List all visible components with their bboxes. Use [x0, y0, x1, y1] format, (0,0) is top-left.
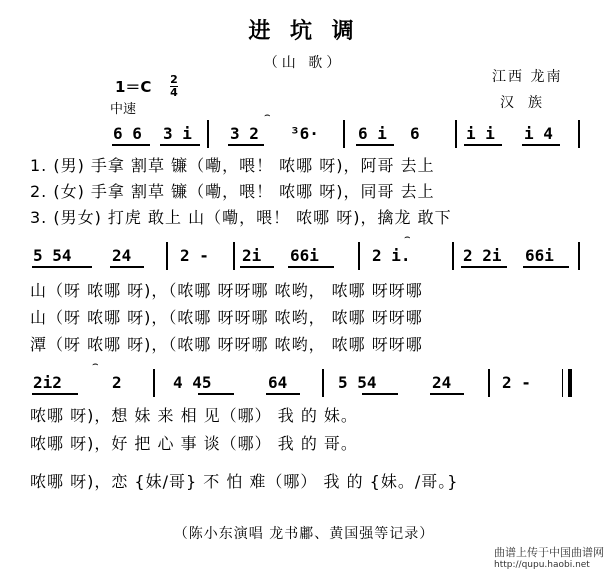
barline	[562, 369, 563, 397]
page-title: 进 坑 调	[248, 19, 360, 44]
beam	[523, 266, 569, 268]
notation-row	[0, 232, 608, 274]
note-group: 24	[432, 373, 452, 392]
barline	[343, 120, 345, 148]
lyric-line: 1. (男) 手拿 割草 镰（嘞，喂！ 哝哪 呀)，阿哥 去上	[30, 156, 435, 175]
ethnic-label: 汉族	[500, 95, 556, 111]
beam	[266, 393, 300, 395]
origin-label: 江西 龙南	[492, 69, 563, 85]
note-group: ³6·	[290, 124, 319, 143]
note-group: 3 i	[163, 124, 192, 143]
beam	[198, 393, 234, 395]
barline	[488, 369, 490, 397]
note-group: 66i	[525, 246, 554, 265]
fermata-icon: ⌢	[264, 110, 271, 121]
lyric-line: 哝哪 呀)，好 把 心 事 谈（哪） 我 的 哥。	[30, 434, 358, 453]
time-signature-top: 2	[170, 73, 178, 86]
note-group: 2 -	[502, 373, 531, 392]
barline	[578, 120, 580, 148]
final-barline	[568, 369, 572, 397]
note-group: 24	[112, 246, 132, 265]
barline	[578, 242, 580, 270]
note-group: 66i	[290, 246, 319, 265]
time-signature-bottom: 4	[170, 86, 178, 99]
beam	[288, 266, 334, 268]
beam	[362, 393, 398, 395]
barline	[322, 369, 324, 397]
note-group: 3 2	[230, 124, 259, 143]
note-group: 2 i.	[372, 246, 411, 265]
barline	[166, 242, 168, 270]
note-group: 6 i	[358, 124, 387, 143]
lyric-line: 潭（呀 哝哪 呀)，（哝哪 呀呀哪 哝哟， 哝哪 呀呀哪	[30, 335, 423, 354]
beam	[461, 266, 507, 268]
watermark-cn: 曲谱上传于中国曲谱网	[494, 546, 604, 559]
lyric-line: 2. (女) 手拿 割草 镰（嘞，喂！ 哝哪 呀)，同哥 去上	[30, 182, 435, 201]
beam	[112, 144, 150, 146]
beam	[32, 266, 92, 268]
beam	[522, 144, 560, 146]
note-group: 6	[410, 124, 420, 143]
lyric-line: 山（呀 哝哪 呀)，（哝哪 呀呀哪 哝哟， 哝哪 呀呀哪	[30, 281, 423, 300]
barline	[207, 120, 209, 148]
note-group: 6 6	[113, 124, 142, 143]
fermata-icon: ⌢	[404, 232, 411, 243]
key-signature: 1＝C	[115, 78, 152, 96]
note-group: 4 45	[173, 373, 212, 392]
credit-line: （陈小东演唱 龙书鄘、黄国强等记录）	[173, 526, 435, 542]
beam	[240, 266, 274, 268]
beam	[160, 144, 200, 146]
note-group: i i	[466, 124, 495, 143]
beam	[32, 393, 78, 395]
fermata-icon: ⌢	[92, 359, 99, 370]
notation-row	[0, 359, 608, 401]
lyric-line: 3. (男女) 打虎 敢上 山（嘞，喂！ 哝哪 呀)，擒龙 敢下	[30, 208, 452, 227]
barline	[153, 369, 155, 397]
note-group: 2 2i	[463, 246, 502, 265]
note-group: 5 54	[33, 246, 72, 265]
beam	[110, 266, 144, 268]
notation-row	[0, 110, 608, 152]
beam	[228, 144, 264, 146]
note-group: 2 -	[180, 246, 209, 265]
note-group: 2i2	[33, 373, 62, 392]
note-group: 2i	[242, 246, 262, 265]
watermark	[494, 544, 604, 570]
subtitle: （山 歌）	[263, 55, 345, 71]
beam	[464, 144, 502, 146]
note-group: 5 54	[338, 373, 377, 392]
note-group: i 4	[524, 124, 553, 143]
tempo-marking: 中速	[110, 102, 137, 117]
lyric-line: 哝哪 呀)，想 妹 来 相 见（哪） 我 的 妹。	[30, 406, 358, 425]
note-group: 2	[112, 373, 122, 392]
barline	[358, 242, 360, 270]
beam	[356, 144, 394, 146]
barline	[233, 242, 235, 270]
barline	[452, 242, 454, 270]
note-group: 64	[268, 373, 288, 392]
beam	[430, 393, 464, 395]
time-signature	[170, 74, 178, 98]
watermark-url: http://qupu.haobi.net	[494, 560, 590, 570]
barline	[455, 120, 457, 148]
lyric-line: 山（呀 哝哪 呀)，（哝哪 呀呀哪 哝哟， 哝哪 呀呀哪	[30, 308, 423, 327]
lyric-line: 哝哪 呀)，恋 {妹/哥} 不 怕 难（哪） 我 的 {妹。/哥。}	[30, 472, 459, 491]
